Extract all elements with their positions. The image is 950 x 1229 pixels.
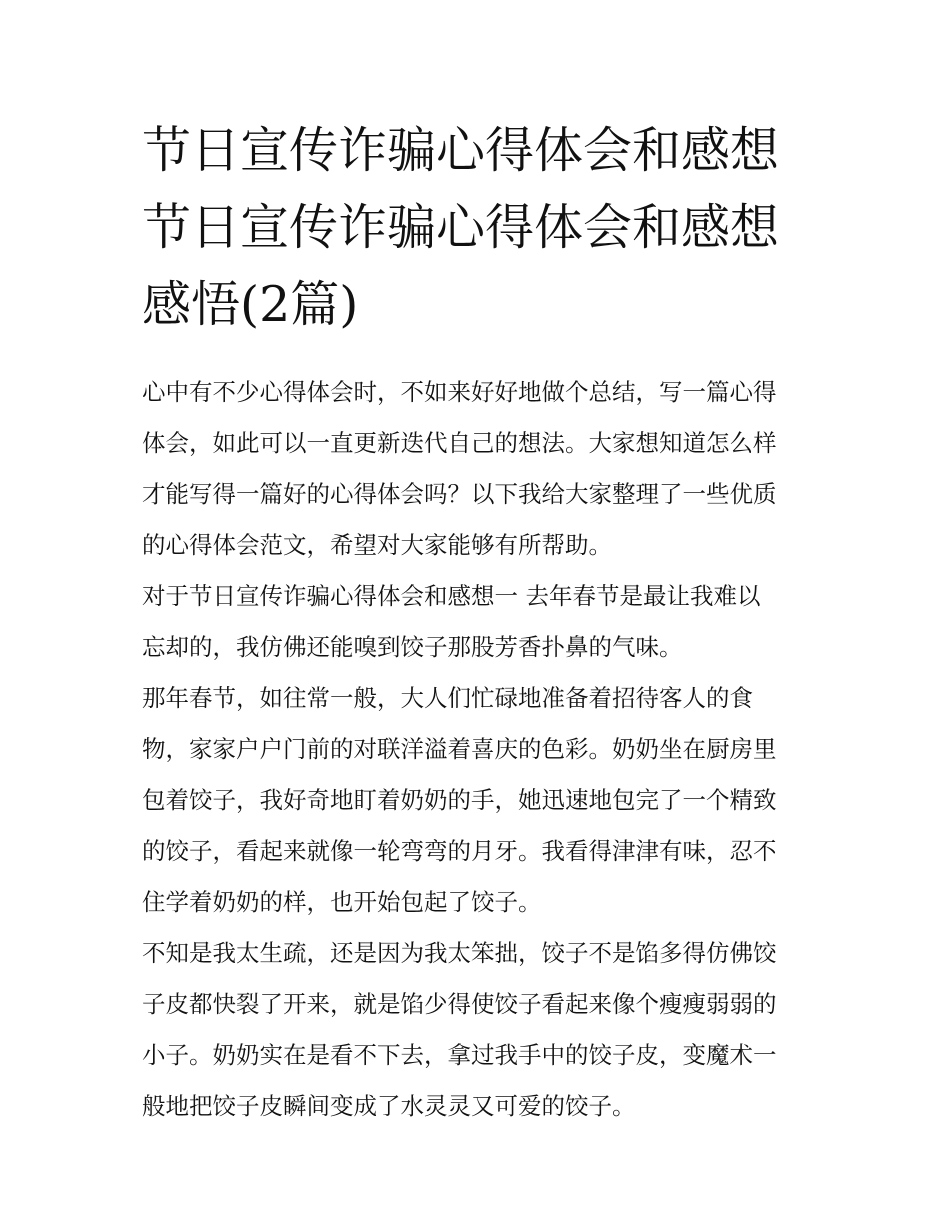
text-line: 住学着奶奶的样，也开始包起了饺子。 — [142, 888, 542, 916]
text-line: 对于节日宣传诈骗心得体会和感想一 去年春节是最让我难以 — [142, 582, 761, 610]
title-line: 感悟(2篇) — [142, 276, 359, 333]
text-line: 忘却的，我仿佛还能嗅到饺子那股芳香扑鼻的气味。 — [142, 633, 683, 661]
document-body — [142, 367, 814, 1132]
text-line: 的心得体会范文，希望对大家能够有所帮助。 — [142, 531, 612, 559]
text-line: 小子。奶奶实在是看不下去，拿过我手中的饺子皮，变魔术一 — [142, 1041, 777, 1069]
text-line: 才能写得一篇好的心得体会吗？以下我给大家整理了一些优质 — [142, 480, 777, 508]
body-paragraph — [142, 928, 814, 1132]
text-line: 包着饺子，我好奇地盯着奶奶的手，她迅速地包完了一个精致 — [142, 786, 777, 814]
text-line: 不知是我太生疏，还是因为我太笨拙，饺子不是馅多得仿佛饺 — [142, 939, 777, 967]
text-line: 子皮都快裂了开来，就是馅少得使饺子看起来像个瘦瘦弱弱的 — [142, 990, 777, 1018]
text-line: 体会，如此可以一直更新迭代自己的想法。大家想知道怎么样 — [142, 429, 777, 457]
intro-paragraph — [142, 367, 814, 571]
document-page — [142, 112, 814, 1132]
text-line: 物，家家户户门前的对联洋溢着喜庆的色彩。奶奶坐在厨房里 — [142, 735, 777, 763]
text-line: 心中有不少心得体会时，不如来好好地做个总结，写一篇心得 — [142, 378, 777, 406]
text-line: 那年春节，如往常一般，大人们忙碌地准备着招待客人的食 — [142, 684, 753, 712]
text-line: 的饺子，看起来就像一轮弯弯的月牙。我看得津津有味，忍不 — [142, 837, 777, 865]
document-title — [142, 112, 814, 343]
essay-one-opening-paragraph — [142, 571, 814, 673]
title-line: 节日宣传诈骗心得体会和感想 — [142, 122, 780, 179]
body-paragraph — [142, 673, 814, 928]
text-line: 般地把饺子皮瞬间变成了水灵灵又可爱的饺子。 — [142, 1092, 636, 1120]
title-line: 节日宣传诈骗心得体会和感想 — [142, 199, 780, 256]
